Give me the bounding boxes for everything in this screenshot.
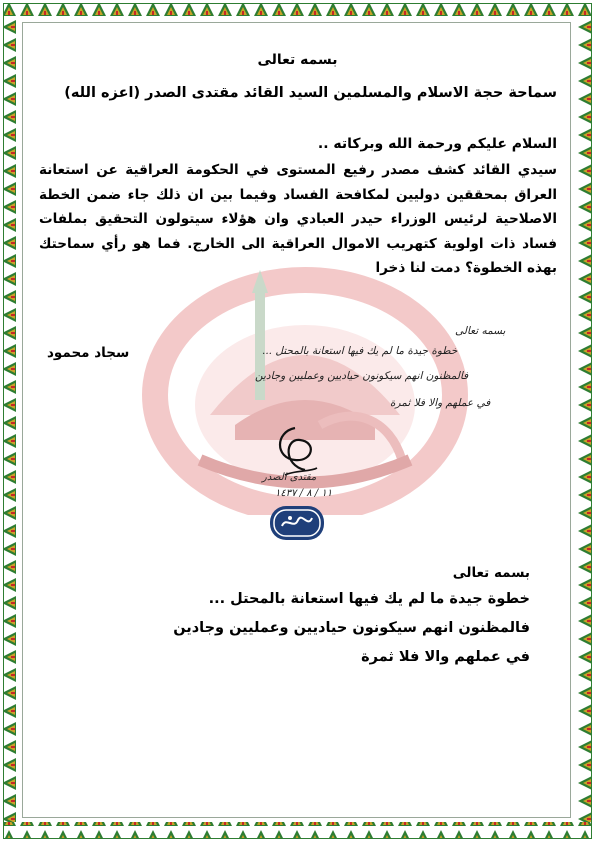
letter-greeting: السلام عليكم ورحمة الله وبركاته .. xyxy=(317,136,557,152)
signature-date: ١١ / ٨ / ١٤٣٧ xyxy=(275,488,333,499)
signature-name: مقتدى الصدر xyxy=(262,472,317,483)
official-seal-stamp xyxy=(268,504,326,542)
reply-basmala: بسمه تعالى xyxy=(452,565,530,581)
sender-name: سجاد محمود xyxy=(47,345,130,361)
handwritten-line-3: في عملهم والا فلا ثمرة xyxy=(390,397,491,409)
letter-body: سيدي القائد كشف مصدر رفيع المستوى في الحكومة العراقية عن استعانة العراق بمحققين دوليين لمكافحة الفساد وفيما بين ان ذلك جاء ضمن الخطة الاصلاحية لرئيس الوزراء حيدر العبادي وان هؤلاء سيتولون التحقيق بملفات فساد ذات اولوية كتهريب الاموال العراقية الى الخارج. فما هو رأي سماحتك بهذه الخطوة؟ دمت لنا ذخرا xyxy=(39,162,557,276)
letter-basmala: بسمه تعالى xyxy=(257,52,338,68)
reply-line-3: في عملهم والا فلا ثمرة xyxy=(361,649,530,665)
reply-line-1: خطوة جيدة ما لم يك فيها استعانة بالمحتل ... xyxy=(208,591,530,607)
handwritten-line-2: فالمظنون انهم سيكونون حياديين وعمليين وجادين xyxy=(255,370,469,382)
letter-addressee: سماحة حجة الاسلام والمسلمين السيد القائد مقتدى الصدر (اعزه الله) xyxy=(64,85,557,101)
reply-line-2: فالمظنون انهم سيكونون حياديين وعمليين وجادين xyxy=(173,620,530,636)
handwritten-basmala: بسمه تعالى xyxy=(455,325,506,337)
handwritten-line-1: خطوة جيدة ما لم يك فيها استعانة بالمحتل ... xyxy=(262,345,458,357)
